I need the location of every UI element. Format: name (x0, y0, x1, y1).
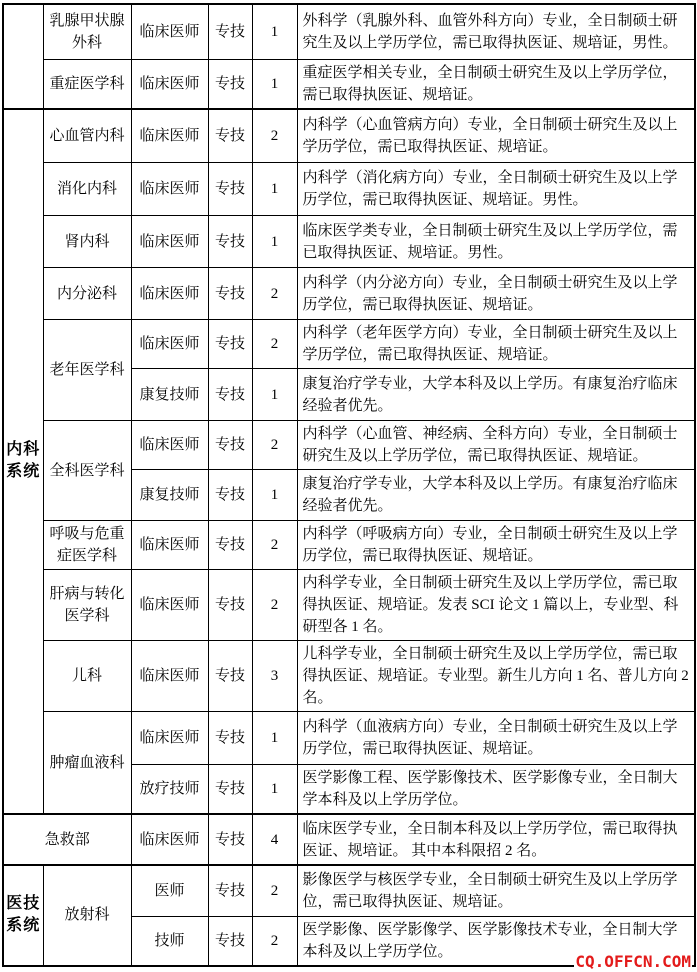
category-cell: 专技 (208, 268, 252, 320)
recruitment-table-wrapper (2, 3, 696, 967)
category-cell: 专技 (208, 570, 252, 641)
department-cell: 内分泌科 (43, 268, 131, 320)
table-row (3, 268, 695, 320)
requirements-cell: 儿科学专业，全日制硕士研究生及以上学历学位，需已取得执医证、规培证。专业型。新生儿方向 1 名、普儿方向 2 名。 (297, 641, 695, 712)
requirements-cell: 临床医学专业，全日制本科及以上学历学位，需已取得执医证、规培证。 其中本科限招 2 名。 (297, 814, 695, 865)
table-row (3, 814, 695, 865)
category-cell: 专技 (208, 216, 252, 268)
headcount-cell: 1 (252, 369, 297, 421)
requirements-cell: 内科学（心血管、神经病、全科方向）专业，全日制硕士研究生及以上学历学位，需已取得执医证、规培证。 (297, 421, 695, 470)
headcount-cell: 3 (252, 641, 297, 712)
department-cell: 急救部 (3, 814, 131, 865)
table-row (3, 163, 695, 216)
department-cell: 儿科 (43, 641, 131, 712)
requirements-cell: 内科学（呼吸病方向）专业，全日制硕士研究生及以上学历学位，需已取得执医证、规培证。 (297, 521, 695, 570)
position-cell: 临床医师 (131, 521, 208, 570)
position-cell: 放疗技师 (131, 765, 208, 815)
headcount-cell: 4 (252, 814, 297, 865)
category-cell: 专技 (208, 109, 252, 163)
headcount-cell: 2 (252, 109, 297, 163)
table-row (3, 421, 695, 470)
system-group-cell (3, 4, 43, 109)
category-cell: 专技 (208, 369, 252, 421)
category-cell: 专技 (208, 916, 252, 966)
position-cell: 临床医师 (131, 814, 208, 865)
department-cell: 肾内科 (43, 216, 131, 268)
department-cell: 肿瘤血液科 (43, 712, 131, 815)
position-cell: 临床医师 (131, 216, 208, 268)
requirements-cell: 康复治疗学专业，大学本科及以上学历。有康复治疗临床经验者优先。 (297, 369, 695, 421)
headcount-cell: 1 (252, 216, 297, 268)
headcount-cell: 1 (252, 4, 297, 59)
position-cell: 临床医师 (131, 109, 208, 163)
headcount-cell: 2 (252, 570, 297, 641)
requirements-cell: 医学影像、医学影像学、医学影像技术专业，全日制大学本科及以上学历学位。 (297, 916, 695, 966)
category-cell: 专技 (208, 421, 252, 470)
requirements-cell: 外科学（乳腺外科、血管外科方向）专业，全日制硕士研究生及以上学历学位，需已取得执医证、规培证，男性。 (297, 4, 695, 59)
category-cell: 专技 (208, 641, 252, 712)
requirements-cell: 内科学（内分泌方向）专业，全日制硕士研究生及以上学历学位，需已取得执医证、规培证。 (297, 268, 695, 320)
department-cell: 乳腺甲状腺外科 (43, 4, 131, 59)
table-row (3, 712, 695, 765)
position-cell: 临床医师 (131, 421, 208, 470)
table-row (3, 109, 695, 163)
requirements-cell: 内科学专业，全日制硕士研究生及以上学历学位，需已取得执医证、规培证。发表 SCI 论文 1 篇以上，专业型、科研型各 1 名。 (297, 570, 695, 641)
department-cell: 全科医学科 (43, 421, 131, 521)
headcount-cell: 2 (252, 320, 297, 369)
table-row (3, 59, 695, 109)
department-cell: 放射科 (43, 865, 131, 966)
headcount-cell: 1 (252, 59, 297, 109)
requirements-cell: 内科学（老年医学方向）专业，全日制硕士研究生及以上学历学位，需已取得执医证、规培证。 (297, 320, 695, 369)
requirements-cell: 影像医学与核医学专业，全日制硕士研究生及以上学历学位，需已取得执医证、规培证。 (297, 865, 695, 916)
table-row (3, 641, 695, 712)
headcount-cell: 1 (252, 765, 297, 815)
category-cell: 专技 (208, 765, 252, 815)
requirements-cell: 内科学（心血管病方向）专业，全日制硕士研究生及以上学历学位，需已取得执医证、规培证。 (297, 109, 695, 163)
position-cell: 临床医师 (131, 641, 208, 712)
headcount-cell: 2 (252, 916, 297, 966)
table-row (3, 4, 695, 59)
table-row (3, 570, 695, 641)
requirements-cell: 重症医学相关专业，全日制硕士研究生及以上学历学位，需已取得执医证、规培证。 (297, 59, 695, 109)
table-row (3, 865, 695, 916)
position-cell: 临床医师 (131, 570, 208, 641)
requirements-cell: 医学影像工程、医学影像技术、医学影像专业，全日制大学本科及以上学历学位。 (297, 765, 695, 815)
headcount-cell: 2 (252, 421, 297, 470)
headcount-cell: 2 (252, 521, 297, 570)
headcount-cell: 2 (252, 865, 297, 916)
category-cell: 专技 (208, 712, 252, 765)
category-cell: 专技 (208, 470, 252, 521)
position-cell: 临床医师 (131, 320, 208, 369)
table-row (3, 521, 695, 570)
department-cell: 重症医学科 (43, 59, 131, 109)
category-cell: 专技 (208, 320, 252, 369)
position-cell: 临床医师 (131, 712, 208, 765)
category-cell: 专技 (208, 814, 252, 865)
position-cell: 技师 (131, 916, 208, 966)
headcount-cell: 2 (252, 268, 297, 320)
position-cell: 临床医师 (131, 268, 208, 320)
position-cell: 临床医师 (131, 163, 208, 216)
department-cell: 呼吸与危重症医学科 (43, 521, 131, 570)
headcount-cell: 1 (252, 163, 297, 216)
table-row (3, 320, 695, 369)
table-row (3, 216, 695, 268)
site-watermark: CQ.OFFCN.COM (575, 952, 691, 971)
department-cell: 老年医学科 (43, 320, 131, 421)
headcount-cell: 1 (252, 470, 297, 521)
category-cell: 专技 (208, 4, 252, 59)
system-group-cell: 医技系统 (3, 865, 43, 966)
category-cell: 专技 (208, 865, 252, 916)
category-cell: 专技 (208, 521, 252, 570)
requirements-cell: 内科学（血液病方向）专业，全日制硕士研究生及以上学历学位，需已取得执医证、规培证。 (297, 712, 695, 765)
headcount-cell: 1 (252, 712, 297, 765)
department-cell: 肝病与转化医学科 (43, 570, 131, 641)
requirements-cell: 康复治疗学专业，大学本科及以上学历。有康复治疗临床经验者优先。 (297, 470, 695, 521)
department-cell: 消化内科 (43, 163, 131, 216)
position-cell: 康复技师 (131, 369, 208, 421)
recruitment-table (2, 3, 696, 967)
category-cell: 专技 (208, 59, 252, 109)
system-group-cell: 内科系统 (3, 109, 43, 815)
position-cell: 康复技师 (131, 470, 208, 521)
department-cell: 心血管内科 (43, 109, 131, 163)
position-cell: 临床医师 (131, 59, 208, 109)
category-cell: 专技 (208, 163, 252, 216)
requirements-cell: 临床医学类专业，全日制硕士研究生及以上学历学位，需已取得执医证、规培证。男性。 (297, 216, 695, 268)
position-cell: 医师 (131, 865, 208, 916)
position-cell: 临床医师 (131, 4, 208, 59)
requirements-cell: 内科学（消化病方向）专业，全日制硕士研究生及以上学历学位，需已取得执医证、规培证。男性。 (297, 163, 695, 216)
